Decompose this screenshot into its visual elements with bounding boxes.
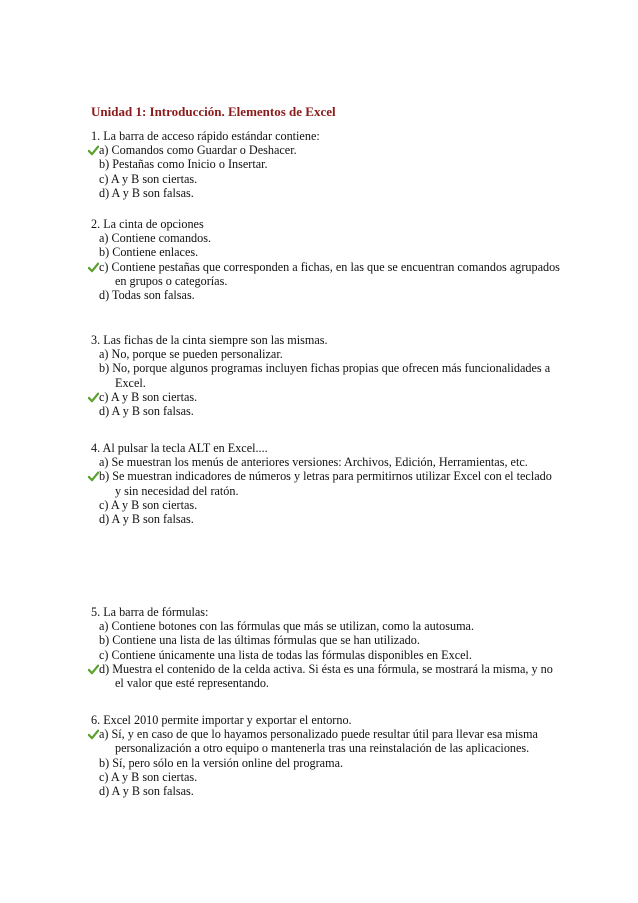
question-2 <box>91 217 561 302</box>
answer-option <box>91 231 561 245</box>
answer-text-continuation: el valor que esté representando. <box>115 676 269 691</box>
answer-text: d) A y B son falsas. <box>99 784 194 799</box>
answer-option <box>91 498 561 512</box>
question-text: 4. Al pulsar la tecla ALT en Excel.... <box>91 441 268 455</box>
answer-option <box>91 727 561 741</box>
answer-option <box>91 455 561 469</box>
answer-text: a) Contiene botones con las fórmulas que más se utilizan, como la autosuma. <box>99 619 475 634</box>
answer-text: d) A y B son falsas. <box>99 512 194 527</box>
question-text: 2. La cinta de opciones <box>91 217 204 231</box>
answer-text: d) A y B son falsas. <box>99 185 194 200</box>
question-5 <box>91 605 561 690</box>
answer-option <box>91 361 561 375</box>
answer-option <box>91 157 561 171</box>
answer-text: a) Se muestran los menús de anteriores versiones: Archivos, Edición, Herramientas, etc. <box>99 455 528 470</box>
question-text: 6. Excel 2010 permite importar y exportar el entorno. <box>91 713 352 727</box>
checkmark-icon <box>88 392 99 403</box>
answer-option <box>91 404 561 418</box>
answer-option <box>91 288 561 302</box>
answer-text: c) A y B son ciertas. <box>99 497 198 512</box>
answer-option <box>91 469 561 483</box>
answer-option <box>91 260 561 274</box>
document-title: Unidad 1: Introducción. Elementos de Excel <box>91 104 336 119</box>
answer-text: b) Contiene enlaces. <box>99 245 199 260</box>
answer-option <box>91 648 561 662</box>
answer-option <box>91 143 561 157</box>
answer-option <box>91 245 561 259</box>
answer-text: d) A y B son falsas. <box>99 404 194 419</box>
answer-text: a) Comandos como Guardar o Deshacer. <box>99 143 297 158</box>
answer-text: b) No, porque algunos programas incluyen fichas propias que ofrecen más funcionalidades a <box>99 361 551 376</box>
question-text: 1. La barra de acceso rápido estándar contiene: <box>91 129 320 143</box>
answer-option <box>91 347 561 361</box>
answer-text: c) Contiene únicamente una lista de todas las fórmulas disponibles en Excel. <box>99 647 472 662</box>
answer-option <box>91 633 561 647</box>
answer-option <box>91 619 561 633</box>
answer-text: a) Contiene comandos. <box>99 231 212 246</box>
answer-option <box>91 662 561 676</box>
answer-text-continuation: personalización a otro equipo o mantenerla tras una reinstalación de las aplicaciones. <box>115 741 530 756</box>
answer-option <box>91 390 561 404</box>
answer-option <box>91 186 561 200</box>
answer-option <box>91 756 561 770</box>
answer-text: c) A y B son ciertas. <box>99 769 198 784</box>
answer-option <box>91 512 561 526</box>
answer-text: b) Contiene una lista de las últimas fórmulas que se han utilizado. <box>99 633 420 648</box>
question-3 <box>91 333 561 418</box>
checkmark-icon <box>88 262 99 273</box>
question-1 <box>91 129 561 200</box>
answer-text: c) Contiene pestañas que corresponden a fichas, en las que se encuentran comandos agrupados <box>99 259 560 274</box>
answer-text: c) A y B son ciertas. <box>99 389 198 404</box>
checkmark-icon <box>88 664 99 675</box>
checkmark-icon <box>88 729 99 740</box>
answer-text-continuation: Excel. <box>115 375 146 390</box>
answer-option <box>91 770 561 784</box>
answer-text: d) Muestra el contenido de la celda activa. Si ésta es una fórmula, se mostrará la misma, y no <box>99 661 553 676</box>
answer-text-continuation: en grupos o categorías. <box>115 273 228 288</box>
answer-text: a) No, porque se pueden personalizar. <box>99 347 283 362</box>
question-text: 5. La barra de fórmulas: <box>91 605 209 619</box>
answer-text: b) Pestañas como Inicio o Insertar. <box>99 157 268 172</box>
answer-text: a) Sí, y en caso de que lo hayamos personalizado puede resultar útil para llevar esa misma <box>99 727 538 742</box>
answer-text: d) Todas son falsas. <box>99 288 195 303</box>
answer-text: c) A y B son ciertas. <box>99 171 198 186</box>
question-6 <box>91 713 561 798</box>
answer-text: b) Se muestran indicadores de números y letras para permitirnos utilizar Excel con el teclado <box>99 469 552 484</box>
answer-text: b) Sí, pero sólo en la versión online del programa. <box>99 755 344 770</box>
question-text: 3. Las fichas de la cinta siempre son las mismas. <box>91 333 328 347</box>
question-4 <box>91 441 561 526</box>
checkmark-icon <box>88 145 99 156</box>
checkmark-icon <box>88 471 99 482</box>
answer-text-continuation: y sin necesidad del ratón. <box>115 483 239 498</box>
answer-option <box>91 784 561 798</box>
answer-option <box>91 172 561 186</box>
